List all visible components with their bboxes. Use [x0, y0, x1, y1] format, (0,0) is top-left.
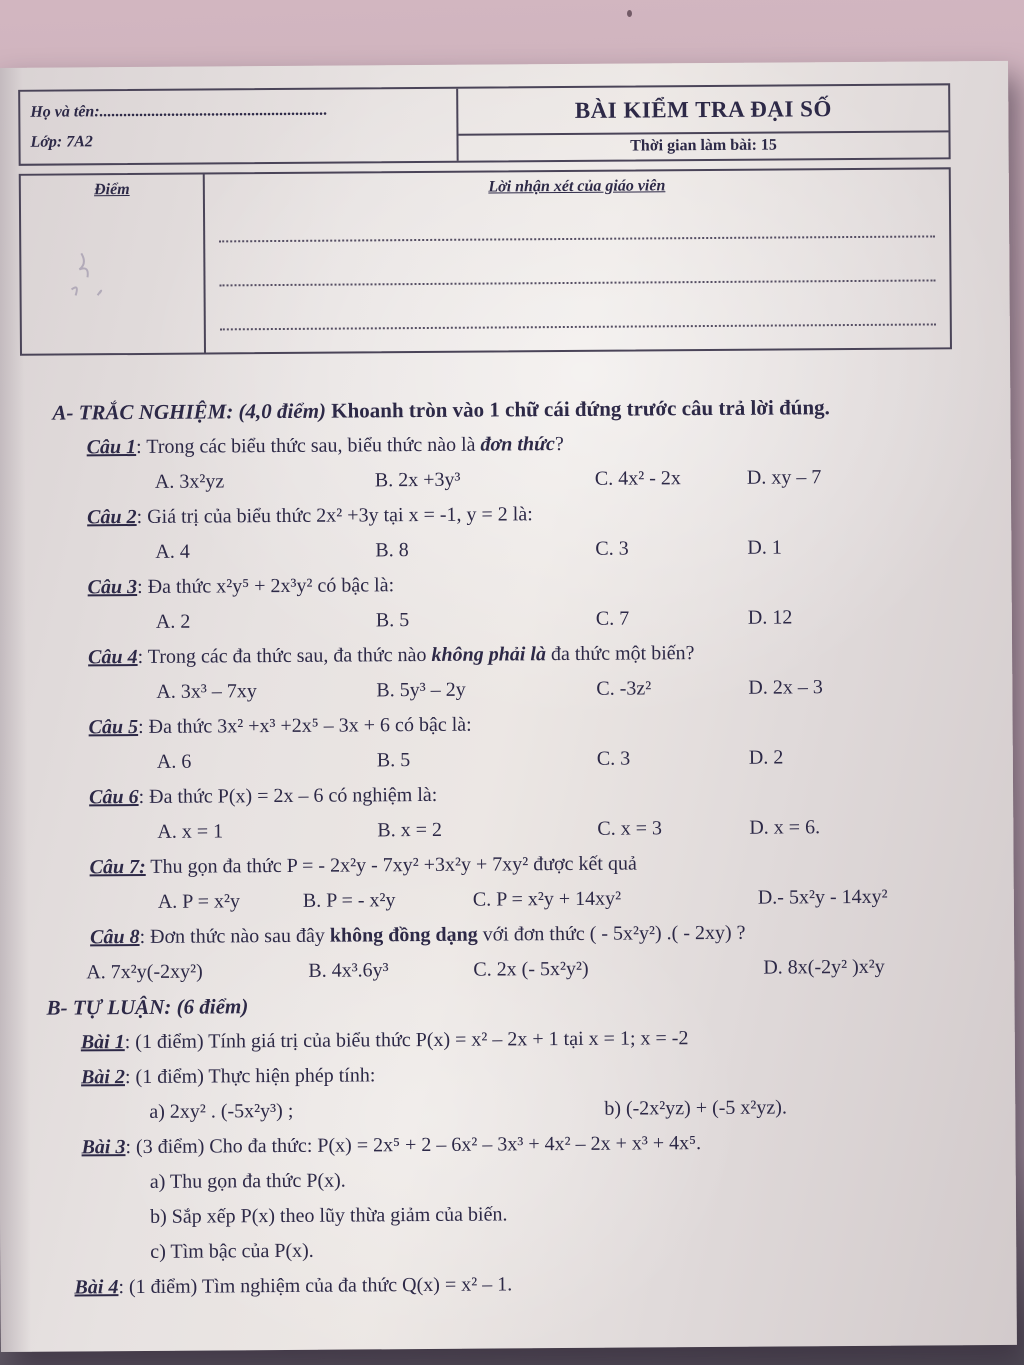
- option-a: A. 3x³ – 7xy: [156, 680, 257, 703]
- option-b: B. 5: [375, 609, 410, 632]
- option-a: A. 6: [156, 750, 192, 773]
- question-2-text: : Giá trị của biểu thức 2x² +3y tại x = -1, y = 2 là:: [136, 503, 533, 529]
- exercise-4-text: : (1 điểm) Tìm nghiệm của đa thức Q(x) = x² – 1.: [118, 1273, 513, 1299]
- exercise-4-label: Bài 4: [74, 1276, 119, 1299]
- exercise-2-part-a: a) 2xy² . (-5x²y³) ;: [149, 1099, 294, 1123]
- exercise-2-text: : (1 điểm) Thực hiện phép tính:: [124, 1064, 376, 1089]
- teacher-comment-box: [205, 169, 950, 352]
- student-class-line: Lớp: 7A2: [30, 133, 93, 151]
- question-8-text-post: với đơn thức ( - 5x²y²) .( - 2xy) ?: [477, 921, 746, 946]
- option-b: B. 5y³ – 2y: [376, 678, 466, 702]
- option-d: D. 2: [748, 746, 784, 769]
- question-7-options: [56, 879, 986, 920]
- exercise-4: [58, 1264, 988, 1305]
- exercise-3-part-b: b) Sắp xếp P(x) theo lũy thừa giảm của biến.: [149, 1203, 508, 1228]
- question-8-emphasis: không đồng dạng: [329, 923, 478, 947]
- question-4-label: Câu 4: [88, 645, 138, 669]
- option-d: D. x = 6.: [749, 816, 821, 839]
- score-box: [21, 175, 206, 354]
- option-a: A. P = x²y: [157, 890, 241, 913]
- question-1-text: : Trong các biểu thức sau, biểu thức nào là: [136, 433, 481, 459]
- option-c: C. 3: [595, 537, 629, 560]
- question-4-text: : Trong các đa thức sau, đa thức nào: [137, 643, 432, 668]
- option-c: C. x = 3: [597, 817, 663, 840]
- question-5-text: : Đa thức 3x² +x³ +2x⁵ – 3x + 6 có bậc là:: [137, 713, 472, 738]
- question-1-text-post: ?: [554, 433, 564, 456]
- option-b: B. 5: [376, 749, 411, 772]
- section-a-label: A- TRẮC NGHIỆM: (4,0 điểm): [52, 398, 327, 425]
- student-info-cell: [20, 89, 458, 164]
- option-a: A. 2: [155, 610, 191, 633]
- option-c: C. 4x² - 2x: [594, 467, 681, 490]
- comment-dotted-line: [219, 193, 935, 242]
- question-1-label: Câu 1: [86, 436, 137, 459]
- option-d: D.- 5x²y - 14xy²: [757, 885, 888, 909]
- question-7-label: Câu 7:: [89, 855, 146, 879]
- option-b: B. 2x +3y³: [374, 468, 461, 492]
- question-2-label: Câu 2: [87, 506, 137, 529]
- title-cell: [458, 85, 948, 160]
- option-d: D. 8x(-2y² )x²y: [763, 955, 885, 979]
- option-c: C. 3: [596, 747, 631, 770]
- question-6-text: : Đa thức P(x) = 2x – 6 có nghiệm là:: [138, 783, 438, 808]
- option-b: B. P = - x²y: [302, 889, 396, 912]
- option-a: A. 3x²yz: [154, 470, 225, 493]
- comment-dotted-line: [220, 281, 936, 330]
- question-8-label: Câu 8: [89, 925, 140, 949]
- exercise-3-text: : (3 điểm) Cho đa thức: P(x) = 2x⁵ + 2 – 6x² – 3x³ + 4x² – 2x + x³ + 4x⁵.: [125, 1132, 702, 1159]
- question-2-options: [53, 529, 983, 570]
- time-limit-line: Thời gian làm bài: 15: [458, 130, 948, 160]
- photo-speck: [627, 10, 632, 17]
- exercise-3-part-a: a) Thu gọn đa thức P(x).: [149, 1169, 346, 1193]
- comment-dotted-line: [219, 237, 935, 286]
- option-c: C. P = x²y + 14xy²: [472, 887, 622, 911]
- option-b: B. 8: [375, 539, 409, 562]
- score-header: Điểm: [94, 181, 130, 199]
- option-a: A. x = 1: [157, 820, 224, 843]
- option-a: A. 4: [155, 540, 190, 563]
- option-c: C. -3z²: [596, 677, 652, 700]
- exercise-2-label: Bài 2: [80, 1066, 126, 1089]
- question-7-text: Thu gọn đa thức P = - 2x²y - 7xy² +3x²y + 7xy² được kết quả: [145, 852, 637, 878]
- section-a-instruction: Khoanh tròn vào 1 chữ cái đứng trước câu trả lời đúng.: [325, 395, 830, 423]
- test-paper: [0, 61, 1017, 1352]
- pencil-scribble: [63, 245, 143, 316]
- header-tables: [18, 83, 952, 356]
- page-title: BÀI KIỂM TRA ĐẠI SỐ: [574, 95, 832, 123]
- option-c: C. 2x (- 5x²y²): [473, 957, 589, 981]
- question-6-label: Câu 6: [89, 785, 139, 809]
- question-8-text: : Đơn thức nào sau đây: [139, 924, 330, 948]
- option-b: B. 4x³.6y³: [308, 959, 389, 982]
- question-1-emphasis: đơn thức: [480, 433, 555, 456]
- student-info-table: [18, 83, 951, 166]
- exercise-2-part-b: b) (-2x²yz) + (-5 x²yz).: [604, 1096, 788, 1120]
- grading-table: [19, 167, 952, 356]
- option-d: D. xy – 7: [746, 466, 822, 489]
- option-b: B. x = 2: [377, 818, 443, 842]
- exercise-1-text: : (1 điểm) Tính giá trị của biểu thức P(x) = x² – 2x + 1 tại x = 1; x = -2: [124, 1027, 689, 1054]
- exercise-3-part-c: c) Tìm bậc của P(x).: [150, 1239, 314, 1263]
- question-6-options: [55, 809, 985, 850]
- question-5-options: [55, 739, 985, 780]
- option-a: A. 7x²y(-2xy²): [86, 960, 203, 984]
- question-4-text-post: đa thức một biến?: [545, 642, 695, 666]
- question-5-label: Câu 5: [88, 715, 139, 739]
- option-d: D. 1: [747, 536, 782, 559]
- comment-header: Lời nhận xét của giáo viên: [488, 177, 666, 196]
- option-d: D. 2x – 3: [748, 676, 823, 699]
- question-3-options: [54, 599, 984, 640]
- student-name-line: Họ và tên:.........................................................: [30, 101, 328, 121]
- question-4-emphasis: không phải là: [431, 643, 546, 666]
- question-3-label: Câu 3: [87, 575, 138, 599]
- question-3-text: : Đa thức x²y⁵ + 2x³y² có bậc là:: [137, 574, 395, 598]
- question-8-options: [56, 949, 986, 990]
- section-b-label: B- TỰ LUẬN: (6 điểm): [46, 994, 249, 1020]
- exercise-1-label: Bài 1: [80, 1031, 125, 1054]
- option-c: C. 7: [595, 607, 630, 630]
- test-body: [0, 389, 1017, 1306]
- option-d: D. 12: [747, 606, 793, 629]
- question-4-options: [54, 669, 984, 710]
- exercise-3-label: Bài 3: [81, 1136, 126, 1159]
- question-1-options: [53, 459, 983, 500]
